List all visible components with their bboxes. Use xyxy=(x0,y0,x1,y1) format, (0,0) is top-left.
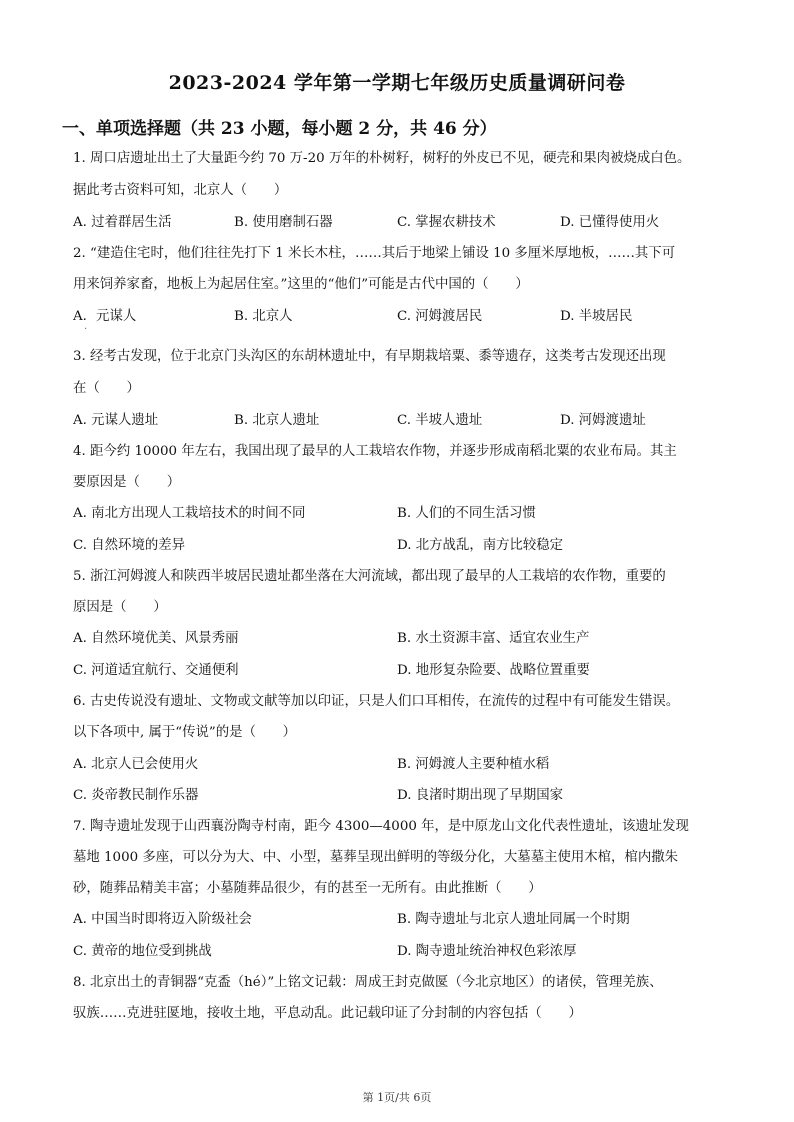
question-1-option-b: B. 使用磨制石器 xyxy=(234,215,333,230)
question-4-option-c: C. 自然环境的差异 xyxy=(73,538,186,553)
scan-speck: · xyxy=(84,324,88,335)
question-6-line-1: 6. 古史传说没有遗址、文物或文献等加以印证，只是人们口耳相传，在流传的过程中有可能发生错误。 xyxy=(73,694,680,709)
question-2-line-1: 2. “建造住宅时，他们往往先打下 1 米长木柱，……其后于地梁上铺设 10 多厘米厚地板，……其下可 xyxy=(73,246,676,261)
question-6-line-2: 以下各项中, 属于“传说”的是（ ） xyxy=(73,725,297,740)
question-7-line-3: 砂，随葬品精美丰富；小墓随葬品很少，有的甚至一无所有。由此推断（ ） xyxy=(73,881,542,896)
section-heading: 一、单项选择题（共 23 小题，每小题 2 分，共 46 分） xyxy=(62,119,497,139)
question-7-option-a: A. 中国当时即将迈入阶级社会 xyxy=(73,912,252,927)
question-4-option-d: D. 北方战乱，南方比较稳定 xyxy=(397,538,564,553)
question-6-option-d: D. 良渚时期出现了早期国家 xyxy=(397,788,564,803)
question-2-option-b: B. 北京人 xyxy=(234,309,293,324)
question-7-line-2: 墓地 1000 多座，可以分为大、中、小型，墓葬呈现出鲜明的等级分化，大墓墓主使用木棺，棺内撒朱 xyxy=(73,850,678,865)
question-3-option-a: A. 元谋人遗址 xyxy=(73,413,159,428)
question-1-option-c: C. 掌握农耕技术 xyxy=(397,215,496,230)
question-6-option-c: C. 炎帝教民制作乐器 xyxy=(73,788,199,803)
question-8-line-1: 8. 北京出土的青铜器“克盉（hé）”上铭文记载：周成王封克做匽（今北京地区）的诸侯，管理羌族、 xyxy=(73,975,663,990)
question-5-line-2: 原因是（ ） xyxy=(73,600,167,615)
question-5-option-a: A. 自然环境优美、风景秀丽 xyxy=(73,631,239,646)
question-1-option-a: A. 过着群居生活 xyxy=(73,215,172,230)
question-1-option-d: D. 已懂得使用火 xyxy=(560,215,660,230)
question-2-option-c: C. 河姆渡居民 xyxy=(397,309,483,324)
question-3-option-b: B. 北京人遗址 xyxy=(234,413,320,428)
question-2-option-d: D. 半坡居民 xyxy=(560,309,633,324)
question-6-option-a: A. 北京人已会使用火 xyxy=(73,757,199,772)
question-5-option-c: C. 河道适宜航行、交通便利 xyxy=(73,663,239,678)
question-7-option-d: D. 陶寺遗址统治神权色彩浓厚 xyxy=(397,944,577,959)
question-7-line-1: 7. 陶寺遗址发现于山西襄汾陶寺村南，距今 4300—4000 年，是中原龙山文化代表性遗址，该遗址发现 xyxy=(73,819,689,834)
question-5-option-b: B. 水土资源丰富、适宜农业生产 xyxy=(397,631,590,646)
question-1-line-2: 据此考古资料可知，北京人（ ） xyxy=(73,183,288,198)
question-3-line-1: 3. 经考古发现，位于北京门头沟区的东胡林遗址中，有早期栽培粟、黍等遗存，这类考古发现还出现 xyxy=(73,349,666,364)
question-3-option-d: D. 河姆渡遗址 xyxy=(560,413,646,428)
question-5-option-d: D. 地形复杂险要、战略位置重要 xyxy=(397,663,590,678)
question-6-option-b: B. 河姆渡人主要种植水稻 xyxy=(397,757,550,772)
page-footer: 第 1页/共 6页 xyxy=(362,1091,432,1104)
question-7-option-b: B. 陶寺遗址与北京人遗址同属一个时期 xyxy=(397,912,630,927)
question-2-option-a: A．元谋人 xyxy=(73,309,137,324)
question-1-line-1: 1. 周口店遗址出土了大量距今约 70 万-20 万年的朴树籽，树籽的外皮已不见，硬壳和果肉被烧成白色。 xyxy=(73,151,691,166)
paper-title: 2023-2024 学年第一学期七年级历史质量调研问卷 xyxy=(168,72,626,94)
question-3-line-2: 在（ ） xyxy=(73,381,140,396)
question-8-line-2: 驭族……克进驻匽地，接收土地，平息动乱。此记载印证了分封制的内容包括（ ） xyxy=(73,1006,582,1021)
question-4-option-b: B. 人们的不同生活习惯 xyxy=(397,506,536,521)
question-7-option-c: C. 黄帝的地位受到挑战 xyxy=(73,944,212,959)
question-4-option-a: A. 南北方出现人工栽培技术的时间不同 xyxy=(73,506,306,521)
question-2-line-2: 用来饲养家畜，地板上为起居住室。”这里的“他们”可能是古代中国的（ ） xyxy=(73,277,529,292)
question-5-line-1: 5. 浙江河姆渡人和陕西半坡居民遗址都坐落在大河流域，都出现了最早的人工栽培的农作物，重要的 xyxy=(73,569,666,584)
question-4-line-2: 要原因是（ ） xyxy=(73,475,181,490)
question-3-option-c: C. 半坡人遗址 xyxy=(397,413,483,428)
question-4-line-1: 4. 距今约 10000 年左右，我国出现了最早的人工栽培农作物，并逐步形成南稻北粟的农业布局。其主 xyxy=(73,444,677,459)
